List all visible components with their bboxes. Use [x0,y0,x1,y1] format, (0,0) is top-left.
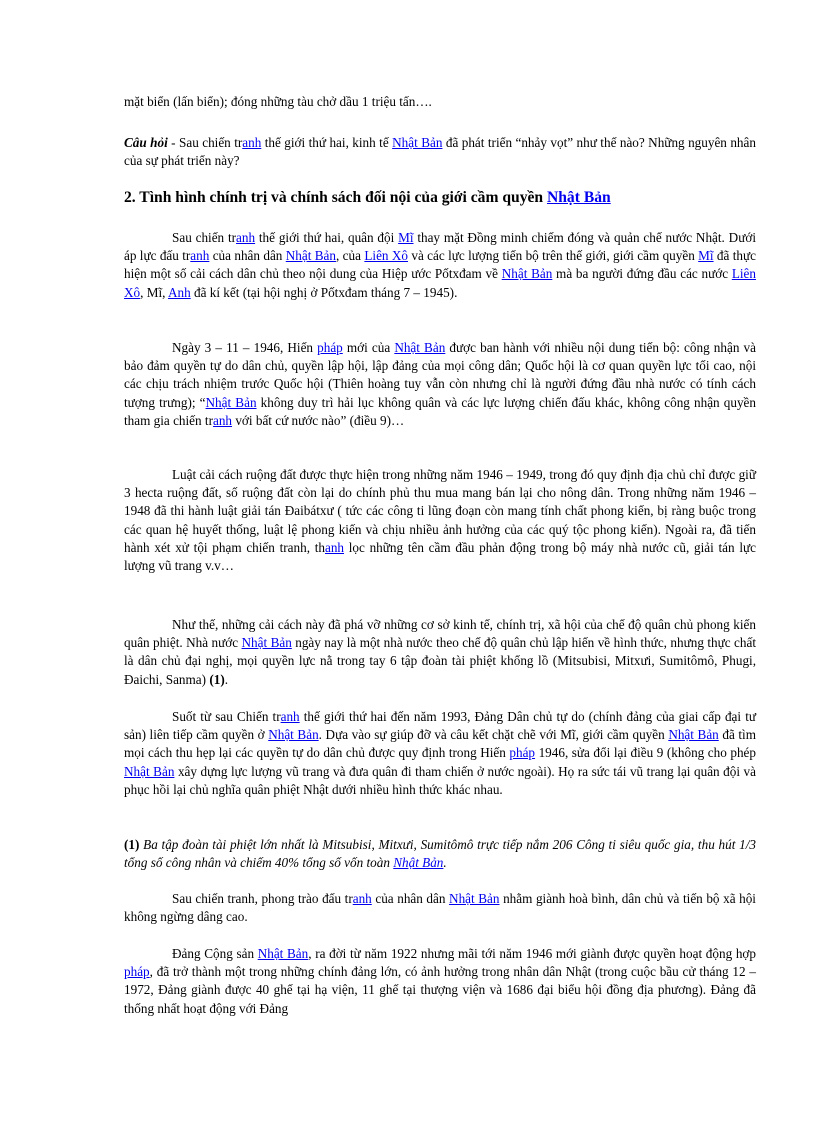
link-anh[interactable]: anh [352,891,372,906]
link-nhat-ban[interactable]: Nhật Bản [393,855,444,871]
section-heading: 2. Tình hình chính trị và chính sách đối nội của giới cầm quyền Nhật Bản [124,189,611,206]
link-nhat-ban[interactable]: Nhật Bản [449,891,500,906]
link-mi[interactable]: Mĩ [698,248,714,264]
question-paragraph: Câu hỏi - Sau chiến tranh thế giới thứ hai, kinh tế Nhật Bản đã phát triển “nhảy vọt” như thế nào? Những nguyên nhân của sự phát triển này? [124,135,756,169]
paragraph-constitution: Ngày 3 – 11 – 1946, Hiến pháp mới của Nhật Bản được ban hành với nhiều nội dung tiến bộ: công nhận và bảo đảm quyền tự do dân chủ, quyền lập hội, lập đảng của mọi công dân; Quốc hội là cơ quan quyền lực tối cao, nội các chịu trách nhiệm trước Quốc hội (Thiên hoàng tuy vẫn còn nhưng chỉ là người đứng đầu nhà nước có tính cách tượng trưng); “Nhật Bản không duy trì hải lục không quân và các lực lượng chiến đấu khác, không công nhận quyền tham gia chiến tranh với bất cứ nước nào” (điều 9)… [124,340,756,428]
paragraph-land-reform: Luật cải cách ruộng đất được thực hiện trong những năm 1946 – 1949, trong đó quy định địa chủ chỉ được giữ 3 hecta ruộng đất, số ruộng đất còn lại do chính phủ thu mua mang bán lại cho nông dân. Trong những năm 1946 – 1948 đã thi hành luật giải tán Đaibátxư ( tức các công ti lũng đoạn còn mang tính chất phong kiến, bị ràng buộc trong các quan hệ huyết thống, luật lệ phong kiến và chịu nhiều ảnh hưởng của các quý tộc phong kiến). Ngoài ra, đã tiến hành xét xử tội phạm chiến tranh, thanh lọc những tên cầm đầu phản động trong bộ máy nhà nước cũ, giải tán lực lượng vũ trang v.v… [124,467,756,574]
link-phap[interactable]: pháp [317,340,343,355]
link-nhat-ban[interactable]: Nhật Bản [392,135,443,150]
link-nhat-ban[interactable]: Nhật Bản [205,394,257,410]
link-lien-xo[interactable]: Liên Xô [124,266,756,300]
link-mi[interactable]: Mĩ [398,230,414,245]
link-nhat-ban[interactable]: Nhật Bản [268,727,319,743]
link-nhat-ban[interactable]: Nhật Bản [547,189,611,206]
paragraph-intro: mặt biển (lấn biển); đóng những tàu chở dầu 1 triệu tấn…. [124,94,432,109]
link-nhat-ban[interactable]: Nhật Bản [124,763,175,779]
link-anh[interactable]: anh [236,230,256,245]
paragraph-ldp: Suốt từ sau Chiến tranh thế giới thứ hai đến năm 1993, Đảng Dân chủ tự do (chính đảng của giai cấp đại tư sản) liên tiếp cầm quyền ở Nhật Bản. Dựa vào sự giúp đỡ và câu kết chặt chẽ với Mĩ, giới cầm quyền Nhật Bản đã tìm mọi cách thu hẹp lại các quyền tự do dân chủ được quy định trong Hiến pháp 1946, sửa đổi lại điều 9 (không cho phép Nhật Bản xây dựng lực lượng vũ trang và đưa quân đi tham chiến ở nước ngoài). Họ ra sức tái vũ trang lại quân đội và phục hồi lại chủ nghĩa quân phiệt Nhật dưới nhiều hình thức khác nhau. [124,709,756,797]
link-nhat-ban[interactable]: Nhật Bản [668,727,719,743]
link-anh[interactable]: anh [324,539,345,555]
link-phap[interactable]: pháp [124,964,150,980]
link-lien-xo[interactable]: Liên Xô [364,248,408,264]
link-nhat-ban[interactable]: Nhật Bản [394,340,446,355]
paragraph-movement: Sau chiến tranh, phong trào đấu tranh của nhân dân Nhật Bản nhằm giành hoà bình, dân chủ và tiến bộ xã hội không ngừng dâng cao. [124,891,756,925]
link-nhat-ban[interactable]: Nhật Bản [285,248,337,264]
link-nhat-ban[interactable]: Nhật Bản [501,266,553,282]
link-anh-country[interactable]: Anh [167,284,191,300]
paragraph-reforms-result: Như thế, những cải cách này đã phá vỡ những cơ sở kinh tế, chính trị, xã hội của chế độ quân chủ phong kiến quân phiệt. Nhà nước Nhật Bản ngày nay là một nhà nước theo chế độ quân chủ lập hiến về hình thức, nhưng thực chất là dân chủ đại nghị, mọi quyền lực nằ trong tay 6 tập đoàn tài phiệt khổng lồ (Mitsubisi, Mitxưi, Sumitômô, Phugi, Đaichi, Sanma) (1). [124,617,756,687]
link-anh[interactable]: anh [280,709,300,724]
link-anh[interactable]: anh [190,248,210,264]
link-nhat-ban[interactable]: Nhật Bản [241,635,292,651]
link-anh[interactable]: anh [242,135,262,150]
link-phap[interactable]: pháp [509,745,536,761]
footnote-number: (1) [124,837,140,852]
link-nhat-ban[interactable]: Nhật Bản [257,946,309,961]
question-label: Câu hỏi [124,135,168,150]
footnote-ref: (1) [209,671,225,687]
paragraph-communist-party: Đảng Cộng sản Nhật Bản, ra đời từ năm 1922 nhưng mãi tới năm 1946 mới giành được quyền hoạt động hợp pháp, đã trở thành một trong những chính đảng lớn, có ảnh hưởng trong nhân dân Nhật (trong cuộc bầu cử tháng 12 – 1972, Đảng giành được 40 ghế tại hạ viện, 11 ghế tại thượng viện và 1686 đại biểu hội đồng địa phương). Đảng đã thống nhất hoạt động với Đảng [124,946,756,1016]
paragraph-occupation: Sau chiến tranh thế giới thứ hai, quân đội Mĩ thay mặt Đồng minh chiếm đóng và quản chế nước Nhật. Dưới áp lực đấu tranh của nhân dân Nhật Bản, của Liên Xô và các lực lượng tiến bộ trên thế giới, giới cầm quyền Mĩ đã thực hiện một số cải cách dân chủ theo nội dung của Hiệp ước Pốtxđam về Nhật Bản mà ba người đứng đầu các nước Liên Xô, Mĩ, Anh đã kí kết (tại hội nghị ở Pốtxđam tháng 7 – 1945). [124,230,756,300]
link-anh[interactable]: anh [212,412,233,428]
footnote: (1) Ba tập đoàn tài phiệt lớn nhất là Mitsubisi, Mitxưi, Sumitômô trực tiếp nắm 206 Công ti siêu quốc gia, thu hút 1/3 tổng số công nhân và chiếm 40% tổng số vốn toàn Nhật Bản. [124,837,756,871]
